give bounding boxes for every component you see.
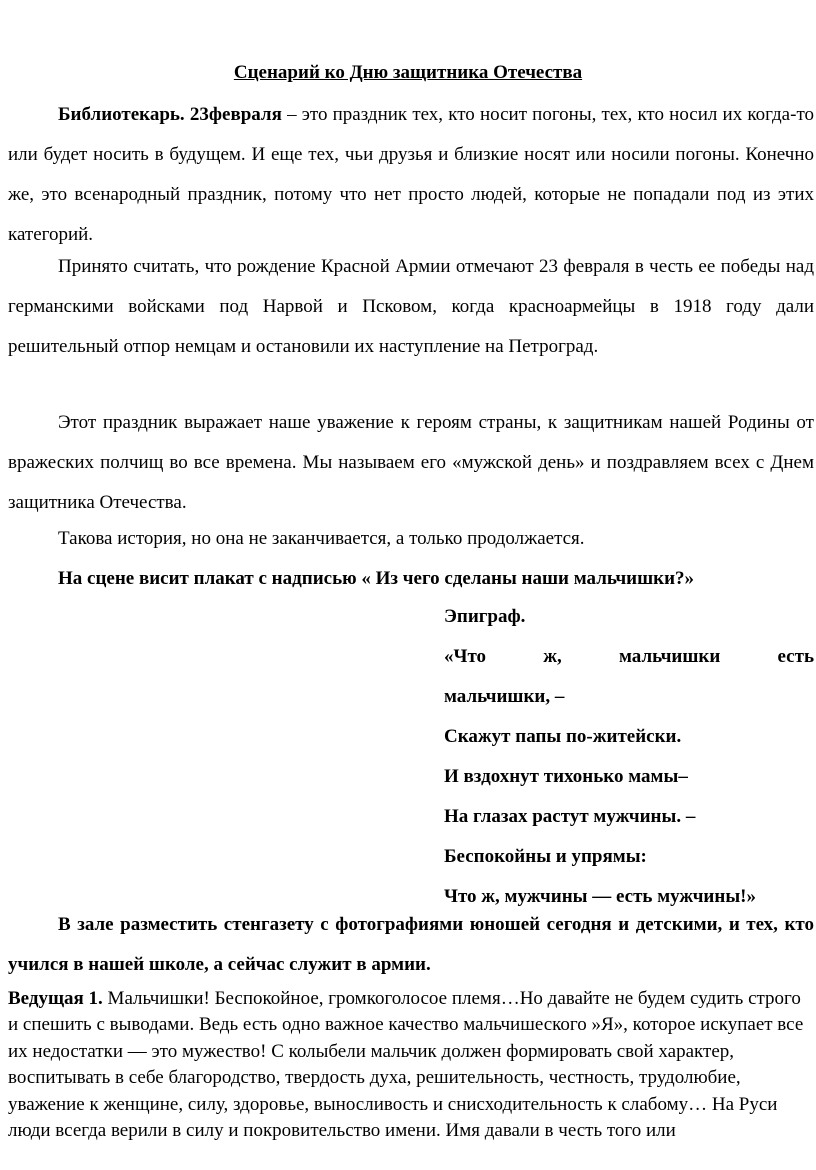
epigraph-word: мальчишки bbox=[618, 646, 721, 667]
speaker-host: Ведущая 1. bbox=[8, 988, 103, 1009]
epigraph-line-4: И вздохнут тихонько мамы– bbox=[444, 766, 688, 787]
epigraph-line-5: На глазах растут мужчины. – bbox=[444, 806, 696, 827]
epigraph-word: «Что bbox=[444, 646, 487, 667]
paragraph-host-text: Мальчишки! Беспокойное, громкоголосое племя…Но давайте не будем судить строго и спешить с выводами. Ведь есть одно важное качество мальчишеского »Я», которое искупает все их недостатки — это мужество! С колыбели мальчик должен формировать свой характер, воспитывать в себе благородство, твердость духа, решительность, честность, трудолюбие, уважение к женщине, силу, здоровье, выносливость и снисходительность к слабому… На Руси люди всегда верили в силу и покровительство имени. Имя давали в честь того или bbox=[8, 988, 804, 1142]
paragraph-history: Такова история, но она не заканчивается, а только продолжается. bbox=[58, 528, 585, 549]
epigraph-line-1 bbox=[444, 637, 814, 677]
paragraph-librarian bbox=[8, 95, 814, 255]
epigraph-line-3: Скажут папы по-житейски. bbox=[444, 726, 682, 747]
stage-note: На сцене висит плакат с надписью « Из чего сделаны наши мальчишки?» bbox=[58, 568, 695, 589]
epigraph-word: есть bbox=[777, 646, 814, 667]
speaker-librarian: Библиотекарь. 23февраля bbox=[58, 104, 282, 125]
paragraph-host bbox=[8, 986, 814, 1144]
epigraph-line-2: мальчишки, – bbox=[444, 686, 565, 707]
epigraph-word: ж, bbox=[543, 646, 562, 667]
hall-note: В зале разместить стенгазету с фотографиями юношей сегодня и детскими, и тех, кто учился в нашей школе, а сейчас служит в армии. bbox=[8, 914, 814, 975]
epigraph-line-7: Что ж, мужчины — есть мужчины!» bbox=[444, 886, 756, 907]
epigraph bbox=[444, 597, 814, 917]
paragraph-red-army: Принято считать, что рождение Красной Армии отмечают 23 февраля в честь ее победы над германскими войсками под Нарвой и Псковом, когда красноармейцы в 1918 году дали решительный отпор немцам и остановили их наступление на Петроград. bbox=[8, 256, 814, 357]
epigraph-label: Эпиграф. bbox=[444, 606, 526, 627]
paragraph-librarian-text: – это праздник тех, кто носит погоны, тех, кто носил их когда-то или будет носить в будущем. И еще тех, чьи друзья и близкие носят или носили погоны. Конечно же, это всенародный праздник, потому что нет просто людей, которые не попадали под из этих категорий. bbox=[8, 104, 814, 245]
epigraph-line-6: Беспокойны и упрямы: bbox=[444, 846, 647, 867]
document-title: Сценарий ко Дню защитника Отечества bbox=[233, 62, 583, 83]
paragraph-holiday: Этот праздник выражает наше уважение к героям страны, к защитникам нашей Родины от вражеских полчищ во все времена. Мы называем его «мужской день» и поздравляем всех с Днем защитника Отечества. bbox=[8, 412, 814, 513]
